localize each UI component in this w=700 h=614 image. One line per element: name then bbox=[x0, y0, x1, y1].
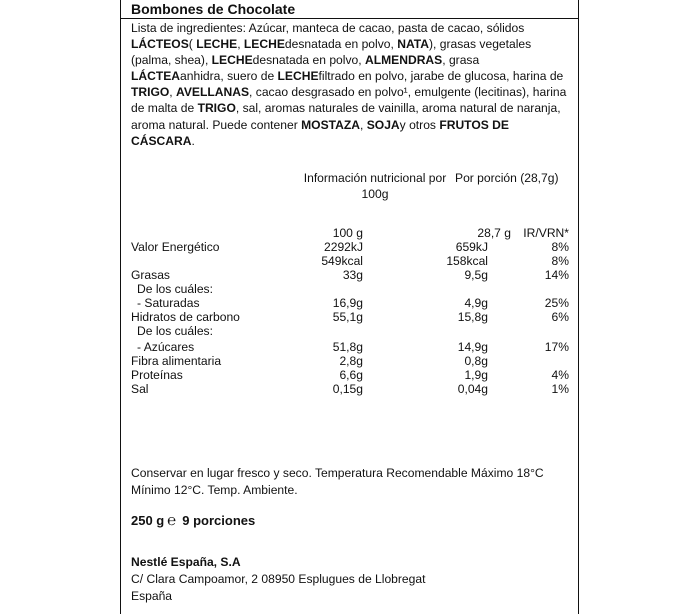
value-per-portion: 15,8g bbox=[457, 310, 488, 324]
value-ir-percent: 8% bbox=[551, 240, 569, 254]
allergen-text: MOSTAZA bbox=[301, 117, 360, 132]
nutrient-label: De los cuáles: bbox=[137, 282, 213, 296]
nutrition-row bbox=[131, 254, 571, 268]
allergen-text: LÁCTEA bbox=[131, 69, 181, 84]
allergen-text: AVELLANAS bbox=[176, 85, 250, 100]
ingredient-text: desnatada en polvo, bbox=[284, 37, 398, 52]
estimated-sign-icon: ℮ bbox=[167, 512, 177, 529]
value-per-100g: 2,8g bbox=[339, 354, 363, 368]
value-per-100g: 2292kJ bbox=[324, 240, 363, 254]
nutrition-row bbox=[131, 354, 571, 368]
column-portion: 28,7 g bbox=[477, 226, 511, 240]
nutrition-row bbox=[131, 324, 571, 338]
value-per-100g: 0,15g bbox=[332, 382, 363, 396]
ingredient-text: , bbox=[169, 85, 177, 100]
address-line-2: España bbox=[131, 588, 173, 603]
ingredient-text: , bbox=[360, 117, 367, 132]
ingredient-text: y otros bbox=[399, 117, 440, 132]
value-ir-percent: 4% bbox=[551, 368, 569, 382]
nutrient-label: Hidratos de carbono bbox=[131, 310, 240, 324]
value-per-portion: 0,04g bbox=[457, 382, 488, 396]
ingredient-text: Lista de ingredientes: Azúcar, manteca de cacao, pasta de cacao, sólidos bbox=[131, 21, 525, 35]
value-per-portion: 0,8g bbox=[464, 354, 488, 368]
title-divider bbox=[121, 18, 578, 19]
value-per-100g: 6,6g bbox=[339, 368, 363, 382]
nutrient-label: Proteínas bbox=[131, 368, 183, 382]
value-ir-percent: 6% bbox=[551, 310, 569, 324]
allergen-text: LECHE bbox=[277, 69, 319, 84]
value-per-portion: 14,9g bbox=[457, 340, 488, 354]
ingredient-text: anhidra, suero de bbox=[180, 69, 278, 84]
value-ir-percent: 14% bbox=[544, 268, 569, 282]
ingredient-text: , cacao desgrasado en polvo¹, emulgente (lecitinas), harina de malta de bbox=[131, 85, 567, 116]
nutrition-row bbox=[131, 296, 571, 310]
ingredient-text: ), grasas vegetales (palma, shea), bbox=[131, 37, 532, 68]
allergen-text: LECHE bbox=[211, 53, 253, 68]
allergen-text: TRIGO bbox=[131, 85, 170, 100]
nutrient-label: Sal bbox=[131, 382, 149, 396]
allergen-text: LECHE bbox=[196, 37, 238, 52]
storage-instructions: Conservar en lugar fresco y seco. Temperatura Recomendable Máximo 18°C Mínimo 12°C. Temp. Ambiente. bbox=[131, 466, 544, 497]
value-ir-percent: 25% bbox=[544, 296, 569, 310]
allergen-text: NATA bbox=[397, 37, 430, 52]
product-title: Bombones de Chocolate bbox=[131, 1, 296, 17]
nutrient-label: Fibra alimentaria bbox=[131, 354, 222, 368]
value-per-100g: 55,1g bbox=[332, 310, 363, 324]
value-per-100g: 51,8g bbox=[332, 340, 363, 354]
allergen-text: ALMENDRAS bbox=[364, 53, 443, 68]
manufacturer-address bbox=[131, 571, 425, 604]
nutrient-label: De los cuáles: bbox=[137, 324, 213, 338]
allergen-text: LECHE bbox=[243, 37, 285, 52]
value-per-portion: 9,5g bbox=[464, 268, 488, 282]
column-100g: 100 g bbox=[332, 226, 363, 240]
weight-value: 250 g bbox=[131, 513, 165, 528]
allergen-text: FRUTOS DE CÁSCARA bbox=[131, 117, 509, 148]
allergen-text: LÁCTEOS bbox=[131, 37, 189, 52]
value-per-100g: 16,9g bbox=[332, 296, 363, 310]
value-ir-percent: 8% bbox=[551, 254, 569, 268]
value-per-portion: 158kcal bbox=[446, 254, 488, 268]
nutrition-header-per100: Información nutricional por 100g bbox=[303, 171, 447, 201]
nutrient-label: - Saturadas bbox=[137, 296, 200, 310]
nutrition-row bbox=[131, 268, 571, 282]
value-per-portion: 659kJ bbox=[455, 240, 488, 254]
ingredient-text: desnatada en polvo, bbox=[252, 53, 365, 68]
nutrition-row bbox=[131, 310, 571, 324]
nutrient-label: Grasas bbox=[131, 268, 170, 282]
nutrition-row bbox=[131, 368, 571, 382]
nutrition-row bbox=[131, 282, 571, 296]
column-ir: IR/VRN* bbox=[523, 226, 569, 240]
manufacturer-name: Nestlé España, S.A bbox=[131, 555, 241, 569]
value-ir-percent: 1% bbox=[551, 382, 569, 396]
nutrition-column-headers bbox=[131, 226, 571, 240]
ingredient-text: , sal, aromas naturales de vainilla, aroma natural de naranja, aroma natural. Puede contener bbox=[131, 101, 561, 132]
nutrition-row bbox=[131, 340, 571, 354]
value-per-portion: 4,9g bbox=[464, 296, 488, 310]
value-per-portion: 1,9g bbox=[464, 368, 488, 382]
allergen-text: TRIGO bbox=[197, 101, 236, 116]
allergen-text: SOJA bbox=[366, 117, 400, 132]
value-ir-percent: 17% bbox=[544, 340, 569, 354]
nutrition-header-portion: Por porción (28,7g) bbox=[455, 171, 559, 185]
nutrition-row bbox=[131, 240, 571, 254]
ingredient-text: , grasa bbox=[442, 53, 480, 68]
net-weight bbox=[131, 512, 255, 529]
address-line-1: C/ Clara Campoamor, 2 08950 Esplugues de Llobregat bbox=[131, 572, 426, 586]
nutrient-label: Valor Energético bbox=[131, 240, 220, 254]
ingredient-text: filtrado en polvo, jarabe de glucosa, harina de bbox=[318, 69, 564, 84]
value-per-100g: 549kcal bbox=[321, 254, 363, 268]
portions-count: 9 porciones bbox=[182, 513, 256, 528]
ingredient-text: , bbox=[237, 37, 244, 52]
nutrition-row bbox=[131, 382, 571, 396]
value-per-100g: 33g bbox=[342, 268, 363, 282]
nutrient-label: - Azúcares bbox=[137, 340, 195, 354]
ingredients-list bbox=[131, 20, 571, 149]
ingredient-text: . bbox=[191, 133, 195, 148]
ingredient-text: ( bbox=[188, 37, 197, 52]
